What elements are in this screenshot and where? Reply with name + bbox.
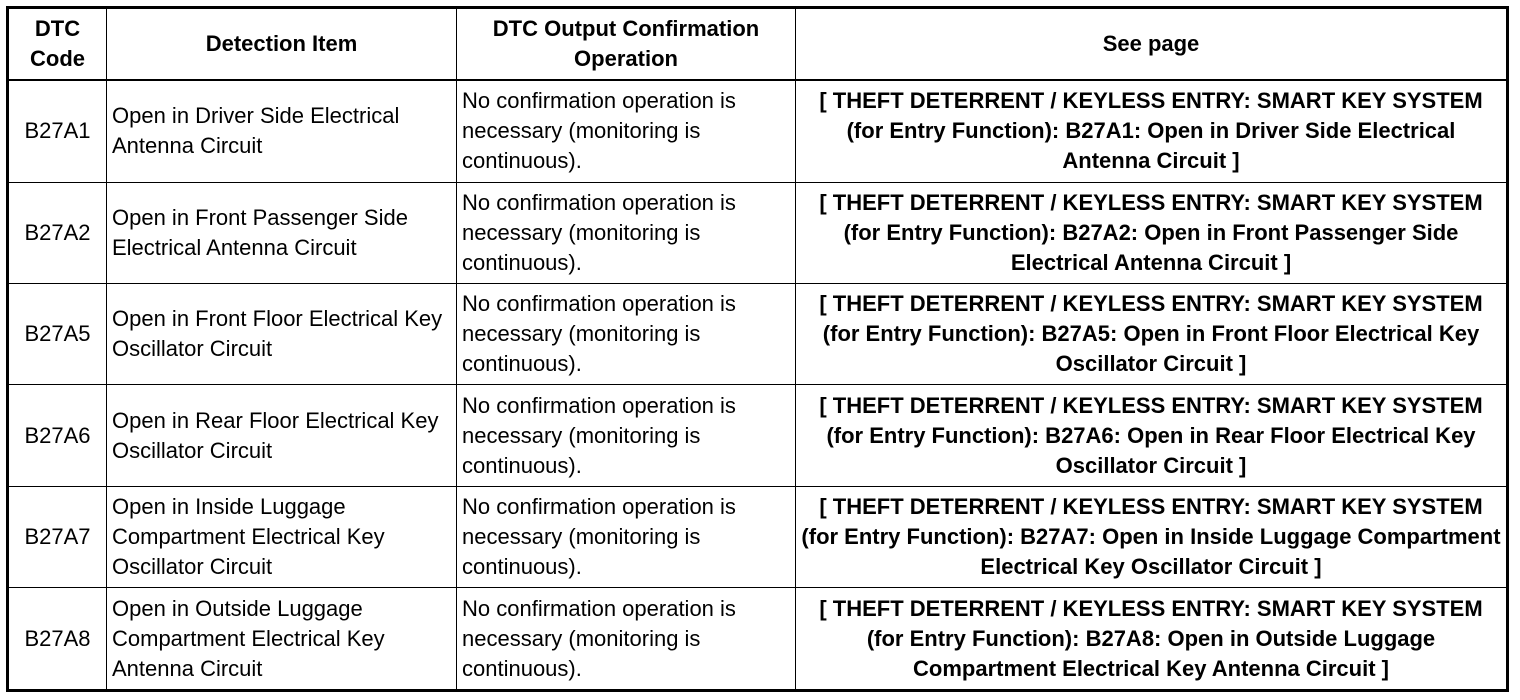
see-page-link[interactable]: [ THEFT DETERRENT / KEYLESS ENTRY: SMART KEY SYSTEM (for Entry Function): B27A8: Open in Outside Luggage Compartment Electrical Key Antenna Circuit ] bbox=[796, 588, 1508, 691]
confirmation-operation-cell: No confirmation operation is necessary (monitoring is continuous). bbox=[457, 588, 796, 691]
dtc-code-cell: B27A7 bbox=[8, 486, 107, 587]
confirmation-operation-cell: No confirmation operation is necessary (monitoring is continuous). bbox=[457, 80, 796, 182]
confirmation-operation-cell: No confirmation operation is necessary (monitoring is continuous). bbox=[457, 486, 796, 587]
table-row bbox=[8, 588, 1508, 691]
table-row bbox=[8, 486, 1508, 587]
see-page-link[interactable]: [ THEFT DETERRENT / KEYLESS ENTRY: SMART KEY SYSTEM (for Entry Function): B27A1: Open in Driver Side Electrical Antenna Circuit ] bbox=[796, 80, 1508, 182]
table-row bbox=[8, 385, 1508, 486]
confirmation-operation-cell: No confirmation operation is necessary (monitoring is continuous). bbox=[457, 385, 796, 486]
header-dtc-code: DTC Code bbox=[8, 8, 107, 81]
see-page-link[interactable]: [ THEFT DETERRENT / KEYLESS ENTRY: SMART KEY SYSTEM (for Entry Function): B27A2: Open in Front Passenger Side Electrical Antenna Circuit ] bbox=[796, 182, 1508, 283]
dtc-code-cell: B27A1 bbox=[8, 80, 107, 182]
header-see-page: See page bbox=[796, 8, 1508, 81]
see-page-link[interactable]: [ THEFT DETERRENT / KEYLESS ENTRY: SMART KEY SYSTEM (for Entry Function): B27A7: Open in Inside Luggage Compartment Electrical Key Oscillator Circuit ] bbox=[796, 486, 1508, 587]
dtc-code-cell: B27A6 bbox=[8, 385, 107, 486]
table-row bbox=[8, 80, 1508, 182]
detection-item-cell: Open in Outside Luggage Compartment Electrical Key Antenna Circuit bbox=[107, 588, 457, 691]
see-page-link[interactable]: [ THEFT DETERRENT / KEYLESS ENTRY: SMART KEY SYSTEM (for Entry Function): B27A6: Open in Rear Floor Electrical Key Oscillator Circuit ] bbox=[796, 385, 1508, 486]
dtc-table bbox=[6, 6, 1509, 692]
detection-item-cell: Open in Front Floor Electrical Key Oscillator Circuit bbox=[107, 283, 457, 384]
header-detection-item: Detection Item bbox=[107, 8, 457, 81]
detection-item-cell: Open in Inside Luggage Compartment Electrical Key Oscillator Circuit bbox=[107, 486, 457, 587]
header-row bbox=[8, 8, 1508, 81]
dtc-code-cell: B27A8 bbox=[8, 588, 107, 691]
table-body bbox=[8, 80, 1508, 691]
detection-item-cell: Open in Driver Side Electrical Antenna Circuit bbox=[107, 80, 457, 182]
table-row bbox=[8, 283, 1508, 384]
confirmation-operation-cell: No confirmation operation is necessary (monitoring is continuous). bbox=[457, 182, 796, 283]
detection-item-cell: Open in Rear Floor Electrical Key Oscillator Circuit bbox=[107, 385, 457, 486]
table-header bbox=[8, 8, 1508, 81]
table-row bbox=[8, 182, 1508, 283]
dtc-code-cell: B27A5 bbox=[8, 283, 107, 384]
header-confirmation-operation: DTC Output Confirmation Operation bbox=[457, 8, 796, 81]
dtc-code-cell: B27A2 bbox=[8, 182, 107, 283]
confirmation-operation-cell: No confirmation operation is necessary (monitoring is continuous). bbox=[457, 283, 796, 384]
detection-item-cell: Open in Front Passenger Side Electrical Antenna Circuit bbox=[107, 182, 457, 283]
see-page-link[interactable]: [ THEFT DETERRENT / KEYLESS ENTRY: SMART KEY SYSTEM (for Entry Function): B27A5: Open in Front Floor Electrical Key Oscillator Circuit ] bbox=[796, 283, 1508, 384]
